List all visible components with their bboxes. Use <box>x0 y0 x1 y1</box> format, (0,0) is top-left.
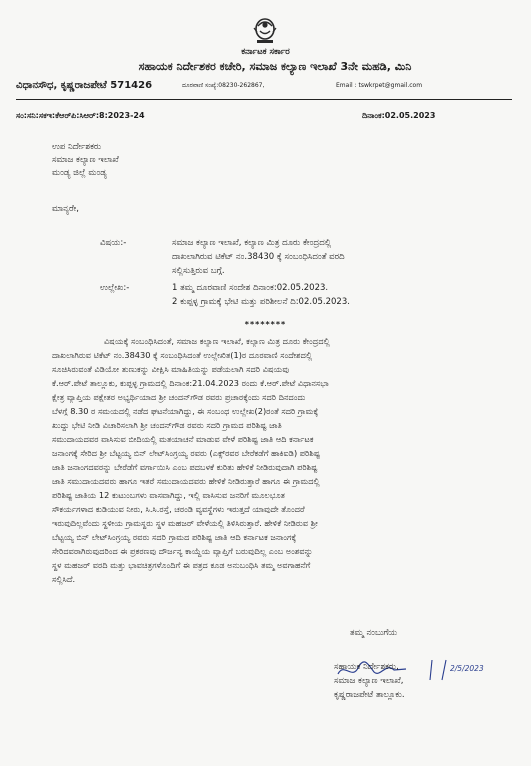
recipient-line-3: ಮಂಡ್ಯ ಜಿಲ್ಲೆ ಮಂಡ್ಯ <box>52 168 107 178</box>
body-line: ಸಮುದಾಯದವರ ವಾಸಿಸುವ ಬೀದಿಯಲ್ಲಿ ಮತಯಾಚನೆ ಮಾಡುವ ವೇಳೆ ಪರಿಶಿಷ್ಟ ಜಾತಿ ಆದಿ ಕರ್ನಾಟಕ <box>52 434 314 444</box>
section-separator: ******** <box>244 320 287 329</box>
letter-date: ದಿನಾಂಕ:02.05.2023 <box>362 111 436 120</box>
body-line: ಜಾತಿ ಜನಾಂಗದವರನ್ನು ಬೇರೆಡೆಗೆ ವರ್ಗಾಯಿಸಿ ಎಂಬ ಪದಬಳಕೆ ಕುರಿತು ಹೇಳಿಕೆ ನೀಡಿರುವುದಾಗಿ ಪರಿಶಿಷ್ಟ <box>52 462 318 472</box>
subject-label: ವಿಷಯ:- <box>100 238 127 248</box>
office-address: ವಿಧಾನಸೌಧ, ಕೃಷ್ಣರಾಜಪೇಟೆ 571426 <box>16 80 153 91</box>
closing-phrase: ತಮ್ಮ ನಂಬುಗೆಯ <box>350 628 398 638</box>
reference-line-2: 2 ಕುಪ್ಪಳ್ಳ ಗ್ರಾಮಕ್ಕೆ ಭೇಟಿ ಮತ್ತು ಪರಿಶೀಲನೆ ದಿ:02.05.2023. <box>172 297 350 307</box>
government-label: ಕರ್ನಾಟಕ ಸರ್ಕಾರ <box>241 47 290 57</box>
body-line: ಖುದ್ದು ಭೇಟಿ ನೀಡಿ ವಿಚಾರಿಸಲಾಗಿ ಶ್ರೀ ಚಂದನ್‌ಗೌಡ ರವರು ಸದರಿ ಗ್ರಾಮದ ಪರಿಶಿಷ್ಟ ಜಾತಿ <box>52 420 282 430</box>
references-label: ಉಲ್ಲೇಖ:- <box>100 283 130 293</box>
office-phone: ದೂರವಾಣಿ ಸಂಖ್ಯೆ:08230-262867, <box>182 82 265 89</box>
body-line: ಪರಿಶಿಷ್ಟ ಜಾತಿಯ 12 ಕುಟುಂಬಗಳು ವಾಸವಾಗಿದ್ದು, ಇಲ್ಲಿ ವಾಸಿಸುವ ಜನರಿಗೆ ಮೂಲಭೂತ <box>52 490 286 500</box>
recipient-line-2: ಸಮಾಜ ಕಲ್ಯಾಣ ಇಲಾಖೆ <box>52 155 119 165</box>
salutation: ಮಾನ್ಯರೇ, <box>52 204 79 214</box>
subject-line-1: ಸಮಾಜ ಕಲ್ಯಾಣ ಇಲಾಖೆ, ಕಲ್ಯಾಣ ಮಿತ್ರ ದೂರು ಕೇಂದ್ರದಲ್ಲಿ <box>172 238 332 248</box>
reference-line-1: 1 ತಮ್ಮ ದೂರವಾಣಿ ಸಂದೇಶ ದಿನಾಂಕ:02.05.2023. <box>172 283 329 293</box>
body-line: ಸೌಕರ್ಯಗಳಾದ ಕುಡಿಯುವ ನೀರು, ಸಿ.ಸಿ.ರಸ್ತೆ, ಚರಂಡಿ ವ್ಯವಸ್ಥೆಗಳು ಇರುತ್ತದೆ ಯಾವುದೇ ತೊಂದರೆ <box>52 504 305 514</box>
body-line: ಕೆ.ಆರ್.ಪೇಟೆ ತಾಲ್ಲೂಕು, ಕುಪ್ಪಳ್ಳ ಗ್ರಾಮದಲ್ಲಿ ದಿನಾಂಕ:21.04.2023 ರಂದು ಕೆ.ಆರ್.ಪೇಟೆ ವಿಧಾನಸಭಾ <box>52 378 329 388</box>
office-name: ಸಹಾಯಕ ನಿರ್ದೇಶಕರ ಕಚೇರಿ, ಸಮಾಜ ಕಲ್ಯಾಣ ಇಲಾಖೆ 3ನೇ ಮಹಡಿ, ಮಿನಿ <box>138 60 412 73</box>
header-divider <box>16 99 512 100</box>
body-line: ಸ್ಥಳ ಮಹಜರ್ ವರದಿ ಮತ್ತು ಭಾವಚಿತ್ರಗಳೊಂದಿಗೆ ಈ ಪತ್ರದ ಕೂಡ ಅನುಬಂಧಿಸಿ ತಮ್ಮ ಅವಗಾಹನೆಗೆ <box>52 560 311 570</box>
body-line: ಇರುವುದಿಲ್ಲವೆಂದು ಸ್ಥಳೀಯ ಗ್ರಾಮಸ್ಥರು ಸ್ಥಳ ಮಹಜರ್ ವೇಳೆಯಲ್ಲಿ ತಿಳಿಸಿರುತ್ತಾರೆ. ಹೇಳಿಕೆ ನೀಡಿರುವ ಶ್ರೀ <box>52 518 318 528</box>
signatory-designation: ಸಹಾಯಕ ನಿರ್ದೇಶಕರು, <box>334 662 399 672</box>
office-email: Email : tswkrpet@gmail.com <box>336 82 423 89</box>
body-line: ಸೇರಿದವರಾಗಿರುವುದರಿಂದ ಈ ಪ್ರಕರಣವು ದೌರ್ಜನ್ಯ ಕಾಯ್ದೆಯ ವ್ಯಾಪ್ತಿಗೆ ಬರುವುದಿಲ್ಲ ಎಂಬ ಅಂಶವನ್ನು <box>52 546 313 556</box>
body-line: ಬೆಳಗ್ಗೆ 8.30 ರ ಸಮಯದಲ್ಲಿ ನಡೆದ ಘಟನೆಯಾಗಿದ್ದು, ಈ ಸಂಬಂಧ ಉಲ್ಲೇಖ(2)ರಂತೆ ಸದರಿ ಗ್ರಾಮಕ್ಕೆ <box>52 406 319 416</box>
body-line: ಸೂಚಿಸಿರುವಂತೆ ವಿಡಿಯೋ ತುಣುಕನ್ನು ವೀಕ್ಷಿಸಿ ಮಾಹಿತಿಯನ್ನು ಪಡೆಯಲಾಗಿ ಸದರಿ ವಿಷಯವು <box>52 364 289 374</box>
signatory-department: ಸಮಾಜ ಕಲ್ಯಾಣ ಇಲಾಖೆ, <box>334 676 404 686</box>
body-line: ಬೆಟ್ಟಯ್ಯ ಬಿನ್ ಲೇಟ್‌ಸಿಂಗ್ರಯ್ಯ ರವರು ಸದರಿ ಗ್ರಾಮದ ಪರಿಶಿಷ್ಟ ಜಾತಿ ಆದಿ ಕರ್ನಾಟಕ ಜನಾಂಗಕ್ಕೆ <box>52 532 297 542</box>
body-line: ಕ್ಷೇತ್ರ ವ್ಯಾಪ್ತಿಯ ಪಕ್ಷೇತರ ಅಭ್ಯರ್ಥಿಯಾದ ಶ್ರೀ ಚಂದನ್‌ಗೌಡ ರವರು ಪ್ರಚಾರಕ್ಕೆಂದು ಸದರಿ ದಿನದಂದು <box>52 392 306 402</box>
body-line: ಜಾತಿ ಸಮುದಾಯದವರು ಹಾಗೂ ಇತರೆ ಸಮುದಾಯದವರು ಹೇಳಿಕೆ ನೀಡಿರುತ್ತಾರೆ ಹಾಗೂ ಈ ಗ್ರಾಮದಲ್ಲಿ <box>52 476 320 486</box>
subject-line-2: ದಾಖಲಾಗಿರುವ ಟಿಕೆಟ್ ನಂ.38430 ಕ್ಕೆ ಸಂಬಂಧಿಸಿದಂತೆ ವರದಿ <box>172 252 345 262</box>
signature-date: 2/5/2023 <box>450 664 484 673</box>
address-row <box>16 80 516 94</box>
subject-line-3: ಸಲ್ಲಿಸುತ್ತಿರುವ ಬಗ್ಗೆ. <box>172 266 225 276</box>
reference-number: ಸಂ:ಸನಿ:ಸಕಇ:ಕೆಆರ್‌ಪಿ:ಸಿಆರ್‌:8:2023-24 <box>16 111 145 120</box>
recipient-line-1: ಉಪ ನಿರ್ದೇಶಕರು <box>52 142 102 152</box>
state-emblem-icon <box>248 14 282 48</box>
signatory-taluk: ಕೃಷ್ಣರಾಜಪೇಟೆ ತಾಲ್ಲೂಕು. <box>334 690 405 700</box>
body-line: ವಿಷಯಕ್ಕೆ ಸಂಬಂಧಿಸಿದಂತೆ, ಸಮಾಜ ಕಲ್ಯಾಣ ಇಲಾಖೆ, ಕಲ್ಯಾಣ ಮಿತ್ರ ದೂರು ಕೇಂದ್ರದಲ್ಲಿ <box>104 336 330 346</box>
body-line: ದಾಖಲಾಗಿರುವ ಟಿಕೆಟ್ ನಂ.38430 ಕ್ಕೆ ಸಂಬಂಧಿಸಿದಂತೆ ಉಲ್ಲೇಖಿತ(1)ರ ದೂರವಾಣಿ ಸಂದೇಶದಲ್ಲಿ <box>52 350 313 360</box>
body-line: ಸಲ್ಲಿಸಿದೆ. <box>52 574 76 584</box>
body-line: ಜನಾಂಗಕ್ಕೆ ಸೇರಿದ ಶ್ರೀ ಬೆಟ್ಟಯ್ಯ ಬಿನ್ ಲೇಟ್‌ಸಿಂಗ್ರಯ್ಯ ರವರು (ಎಕ್ಸ್‌ರವರ ಬೇರೆಕಡೆಗೆ ಹಾಕಿಐಡಿ) ಪರಿಶಿಷ್ಟ <box>52 448 320 458</box>
